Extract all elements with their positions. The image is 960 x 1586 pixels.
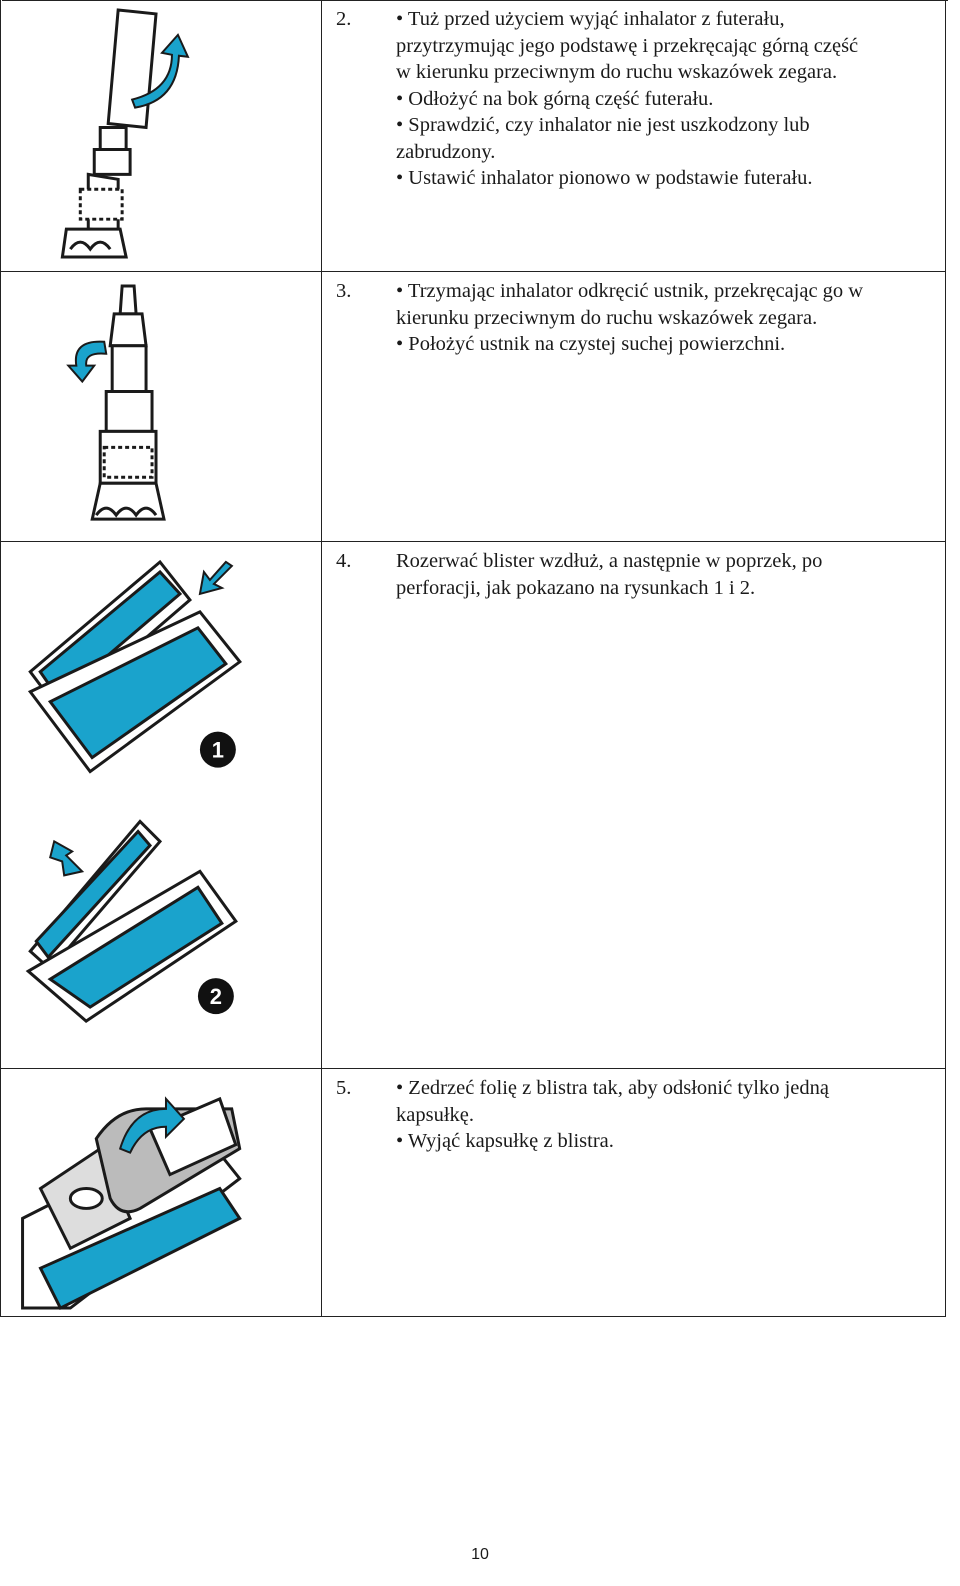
step-line: • Zedrzeć folię z blistra tak, aby odsłonić tylko jedną xyxy=(396,1077,829,1099)
inhalator-case-open-icon xyxy=(0,0,321,271)
step-line: w kierunku przeciwnym do ruchu wskazówek zegara. xyxy=(396,61,838,83)
column-divider xyxy=(321,0,322,271)
column-divider xyxy=(321,542,322,1068)
table-top-border xyxy=(2,0,948,1)
page-number: 10 xyxy=(471,1546,489,1563)
step-line: • Trzymając inhalator odkręcić ustnik, przekręcając go w xyxy=(396,280,864,302)
step-number: 4. xyxy=(336,550,352,572)
step-number: 2. xyxy=(336,8,352,30)
step-line: • Położyć ustnik na czystej suchej powierzchni. xyxy=(396,333,786,355)
column-divider xyxy=(321,272,322,541)
step-line: • Wyjąć kapsułkę z blistra. xyxy=(396,1130,614,1152)
step-row-2 xyxy=(0,0,946,272)
step-row-5 xyxy=(0,1069,946,1317)
mouthpiece-unscrew-icon xyxy=(0,272,321,541)
step-number: 5. xyxy=(336,1077,352,1099)
step-line: • Tuż przed użyciem wyjąć inhalator z futerału, xyxy=(396,8,785,30)
figure-label-2: 2 xyxy=(209,984,222,1010)
step-text xyxy=(336,278,926,358)
step-line: kapsułkę. xyxy=(396,1103,474,1126)
step-row-3 xyxy=(0,272,946,542)
step-line: przytrzymując jego podstawę i przekręcając górną część xyxy=(396,34,859,57)
blister-tear-icon xyxy=(0,542,321,1068)
step-text xyxy=(336,1075,926,1155)
figure-label-1: 1 xyxy=(211,737,224,763)
column-divider xyxy=(321,1069,322,1316)
step-number: 3. xyxy=(336,280,352,302)
step-line: • Ustawić inhalator pionowo w podstawie futerału. xyxy=(396,167,813,189)
blister-peel-icon xyxy=(0,1069,321,1316)
step-line: • Odłożyć na bok górną część futerału. xyxy=(396,87,714,110)
step-line: kierunku przeciwnym do ruchu wskazówek zegara. xyxy=(396,306,818,329)
step-line: • Sprawdzić, czy inhalator nie jest uszkodzony lub xyxy=(396,114,810,136)
step-line: zabrudzony. xyxy=(396,140,496,163)
step-text xyxy=(336,548,926,601)
step-text xyxy=(336,6,926,192)
step-line: Rozerwać blister wzdłuż, a następnie w poprzek, po xyxy=(396,550,823,572)
step-row-4 xyxy=(0,542,946,1069)
step-line: perforacji, jak pokazano na rysunkach 1 i 2. xyxy=(396,576,756,599)
